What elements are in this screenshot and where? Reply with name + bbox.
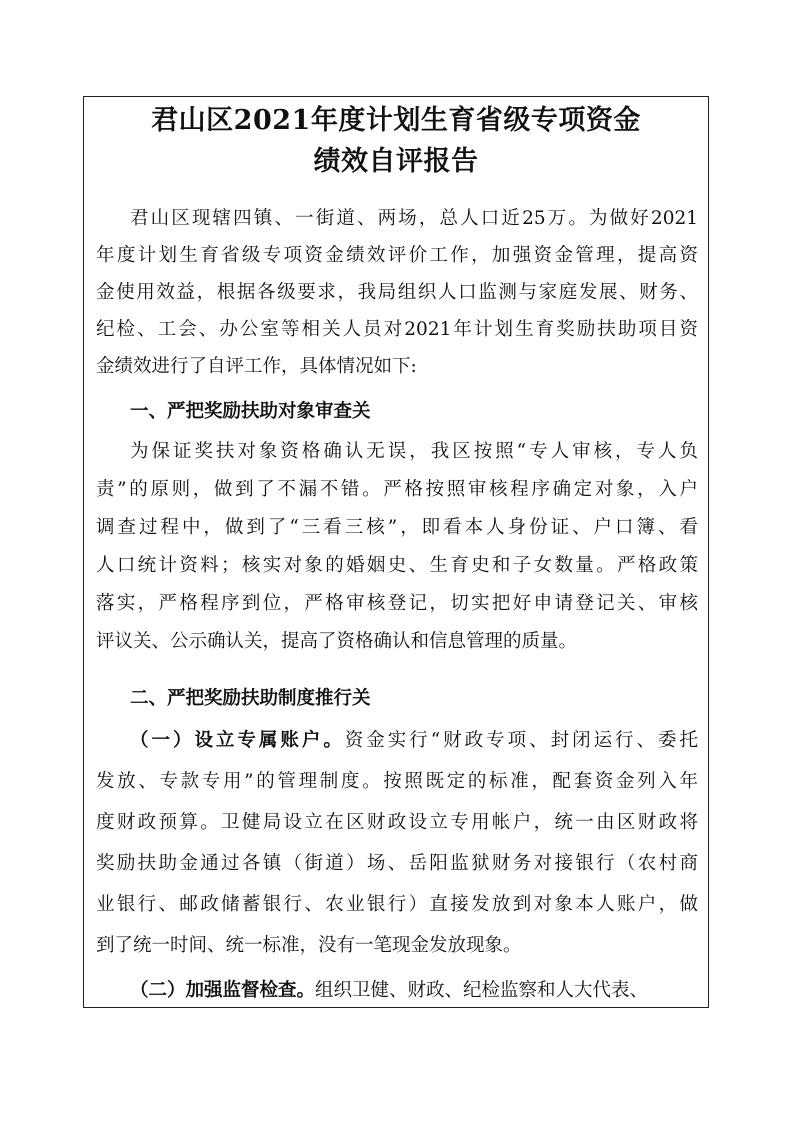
intro-line: 年度计划生育省级专项资金绩效评价工作，加强资金管理，提高资 bbox=[96, 245, 698, 266]
report-title-line-1: 君山区2021年度计划生育省级专项资金 bbox=[151, 105, 641, 136]
subsection-1-line: 发放、专款专用”的管理制度。按照既定的标准，配套资金列入年 bbox=[96, 771, 698, 792]
subsection-1-first-line bbox=[130, 723, 698, 759]
subsection-2-first-text: 组织卫健、财政、纪检监察和人大代表、 bbox=[315, 980, 649, 1001]
subsection-1-lead: （一）设立专属账户。 bbox=[130, 730, 345, 751]
subsection-1-first-text: 资金实行“财政专项、封闭运行、委托 bbox=[344, 730, 698, 751]
subsection-1-line: 到了统一时间、统一标准，没有一笔现金发放现象。 bbox=[96, 935, 522, 956]
intro-line: 纪检、工会、办公室等相关人员对2021年计划生育奖励扶助项目资 bbox=[96, 319, 698, 340]
subsection-1-line: 奖励扶助金通过各镇（街道）场、岳阳监狱财务对接银行（农村商 bbox=[96, 853, 698, 874]
section-2-heading: 二、严把奖励扶助制度推行关 bbox=[130, 688, 371, 709]
intro-line: 金绩效进行了自评工作，具体情况如下: bbox=[96, 356, 417, 377]
intro-line: 金使用效益，根据各级要求，我局组织人口监测与家庭发展、财务、 bbox=[96, 282, 698, 303]
section-1-line: 落实，严格程序到位，严格审核登记，切实把好申请登记关、审核 bbox=[96, 593, 698, 614]
section-1-line: 调查过程中，做到了“三看三核”，即看本人身份证、户口簿、看 bbox=[96, 517, 698, 538]
section-1-line: 责”的原则，做到了不漏不错。严格按照审核程序确定对象，入户 bbox=[96, 479, 698, 500]
subsection-1-line: 度财政预算。卫健局设立在区财政设立专用帐户，统一由区财政将 bbox=[96, 812, 698, 833]
section-1-line: 为保证奖扶对象资格确认无误，我区按照“专人审核，专人负 bbox=[130, 441, 698, 462]
subsection-2-lead: （二）加强监督检查。 bbox=[130, 980, 316, 1001]
report-frame bbox=[83, 96, 709, 1008]
section-1-heading: 一、严把奖励扶助对象审查关 bbox=[130, 401, 371, 422]
report-title-line-2: 绩效自评报告 bbox=[313, 146, 479, 177]
section-1-line: 人口统计资料；核实对象的婚姻史、生育史和子女数量。严格政策 bbox=[96, 555, 698, 576]
subsection-2-first-line bbox=[130, 973, 698, 1008]
intro-line: 君山区现辖四镇、一街道、两场，总人口近25万。为做好2021 bbox=[130, 208, 698, 229]
section-1-line: 评议关、公示确认关，提高了资格确认和信息管理的质量。 bbox=[96, 631, 578, 652]
subsection-1-line: 业银行、邮政储蓄银行、农业银行）直接发放到对象本人账户，做 bbox=[96, 894, 698, 915]
